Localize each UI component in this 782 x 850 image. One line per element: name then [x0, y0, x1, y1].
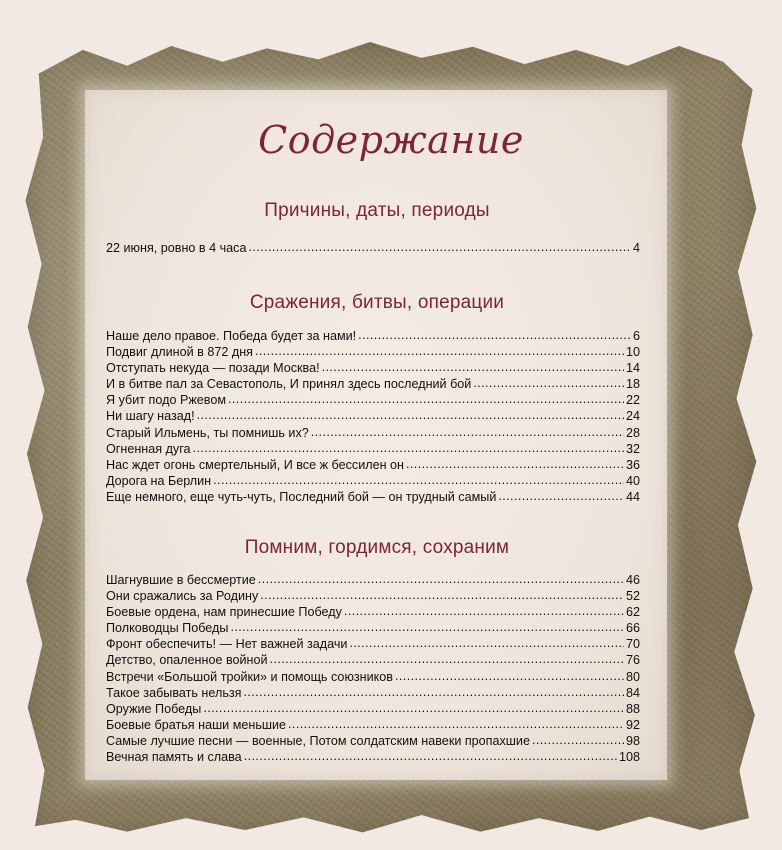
toc-entry-page: 44	[625, 489, 640, 504]
toc-entry-title: Боевые братья наши меньшие	[106, 717, 287, 732]
toc-entry-title: Еще немного, еще чуть-чуть, Последний бой — он трудный самый	[106, 489, 497, 504]
toc-entry-title: Наше дело правое. Победа будет за нами!	[106, 329, 357, 343]
toc-entry-title: Подвиг длиной в 872 дня	[106, 345, 253, 360]
toc-entry-title: Оружие Победы	[106, 701, 202, 716]
toc-entry	[106, 685, 640, 701]
toc-entry-title: Фронт обеспечить! — Нет важней задачи	[106, 637, 348, 652]
toc-entry-page: 28	[625, 425, 640, 440]
toc-entry	[106, 652, 640, 668]
toc-entry	[106, 572, 640, 588]
toc-entry-page: 88	[625, 701, 640, 716]
toc-leader-dots	[213, 472, 624, 488]
toc-leader-dots	[473, 375, 624, 391]
toc-leader-dots	[344, 603, 624, 619]
toc-leader-dots	[406, 456, 624, 472]
toc-entry-title: Детство, опаленное войной	[106, 653, 268, 668]
section-entries-battles	[106, 328, 640, 505]
toc-entry	[106, 749, 640, 765]
toc-entry	[106, 328, 640, 344]
toc-entry-title: Вечная память и слава	[106, 750, 242, 765]
toc-entry-title: Полководцы Победы	[106, 621, 229, 636]
toc-entry-page: 108	[618, 750, 640, 765]
toc-entry	[106, 376, 640, 392]
toc-entry-title: Шагнувшие в бессмертие	[106, 573, 256, 587]
toc-leader-dots	[193, 440, 624, 456]
toc-entry	[106, 669, 640, 685]
toc-leader-dots	[260, 587, 624, 603]
toc-entry-page: 80	[625, 669, 640, 684]
section-entries-causes	[106, 240, 640, 256]
toc-entry-page: 10	[625, 345, 640, 360]
toc-entry-title: Боевые ордена, нам принесшие Победу	[106, 605, 342, 620]
toc-leader-dots	[311, 424, 624, 440]
toc-leader-dots	[349, 635, 624, 651]
toc-leader-dots	[358, 327, 631, 343]
toc-entry-title: И в битве пал за Севастополь, И принял здесь последний бой	[106, 377, 472, 392]
toc-entry-title: Отступать некуда — позади Москва!	[106, 361, 320, 376]
toc-entry-page: 6	[632, 329, 640, 343]
toc-leader-dots	[532, 732, 624, 748]
toc-entry-page: 66	[625, 621, 640, 636]
toc-entry-page: 14	[625, 361, 640, 376]
toc-entry	[106, 489, 640, 505]
toc-entry-title: Самые лучшие песни — военные, Потом солдатским навеки пропахшие	[106, 733, 530, 748]
section-heading-battles: Сражения, битвы, операции	[249, 292, 505, 313]
toc-entry	[106, 473, 640, 489]
toc-entry-page: 62	[625, 605, 640, 620]
toc-entry	[106, 425, 640, 441]
toc-leader-dots	[258, 571, 624, 587]
toc-entry-title: Дорога на Берлин	[106, 473, 212, 488]
toc-entry	[106, 620, 640, 636]
toc-entry-page: 36	[625, 457, 640, 472]
toc-entry-page: 76	[625, 653, 640, 668]
toc-entry	[106, 588, 640, 604]
toc-entry-title: Ни шагу назад!	[106, 409, 195, 424]
toc-entry-page: 4	[632, 241, 640, 255]
toc-entry-page: 18	[625, 377, 640, 392]
toc-entry	[106, 240, 640, 256]
toc-entry	[106, 457, 640, 473]
toc-entry-title: Такое забывать нельзя	[106, 685, 242, 700]
toc-entry	[106, 636, 640, 652]
toc-leader-dots	[230, 619, 624, 635]
toc-leader-dots	[498, 488, 624, 504]
toc-entry-page: 22	[625, 393, 640, 408]
toc-entry-title: Я убит подо Ржевом	[106, 393, 226, 408]
page-title: Содержание	[258, 118, 524, 162]
toc-entry	[106, 733, 640, 749]
toc-entry-page: 46	[625, 573, 640, 587]
toc-entry	[106, 701, 640, 717]
toc-entry-title: Старый Ильмень, ты помнишь их?	[106, 425, 309, 440]
toc-leader-dots	[244, 748, 617, 764]
toc-leader-dots	[228, 391, 624, 407]
toc-leader-dots	[322, 359, 624, 375]
toc-entry-page: 84	[625, 685, 640, 700]
toc-entry	[106, 408, 640, 424]
toc-entry-page: 40	[625, 473, 640, 488]
toc-entry-title: Огненная дуга	[106, 441, 191, 456]
toc-entry-page: 32	[625, 441, 640, 456]
toc-entry-page: 98	[625, 733, 640, 748]
toc-entry-title: Нас ждет огонь смертельный, И все ж бессилен он	[106, 457, 404, 472]
toc-leader-dots	[395, 668, 624, 684]
toc-entry-title: Они сражались за Родину	[106, 589, 259, 604]
toc-entry	[106, 344, 640, 360]
toc-leader-dots	[270, 651, 624, 667]
toc-entry-page: 24	[625, 409, 640, 424]
toc-leader-dots	[288, 716, 624, 732]
toc-entry	[106, 392, 640, 408]
toc-entry-title: 22 июня, ровно в 4 часа	[106, 241, 247, 255]
toc-entry-title: Встречи «Большой тройки» и помощь союзников	[106, 669, 393, 684]
toc-leader-dots	[197, 407, 624, 423]
toc-leader-dots	[248, 239, 631, 255]
toc-entry	[106, 360, 640, 376]
section-heading-remember: Помним, гордимся, сохраним	[244, 537, 510, 558]
toc-entry	[106, 717, 640, 733]
toc-entry-page: 52	[625, 589, 640, 604]
toc-entry	[106, 441, 640, 457]
section-heading-causes: Причины, даты, периоды	[264, 200, 490, 221]
toc-entry-page: 70	[625, 637, 640, 652]
toc-leader-dots	[243, 684, 624, 700]
toc-leader-dots	[203, 700, 624, 716]
toc-entry-page: 92	[625, 717, 640, 732]
toc-leader-dots	[255, 343, 624, 359]
toc-entry	[106, 604, 640, 620]
section-entries-remember	[106, 572, 640, 765]
